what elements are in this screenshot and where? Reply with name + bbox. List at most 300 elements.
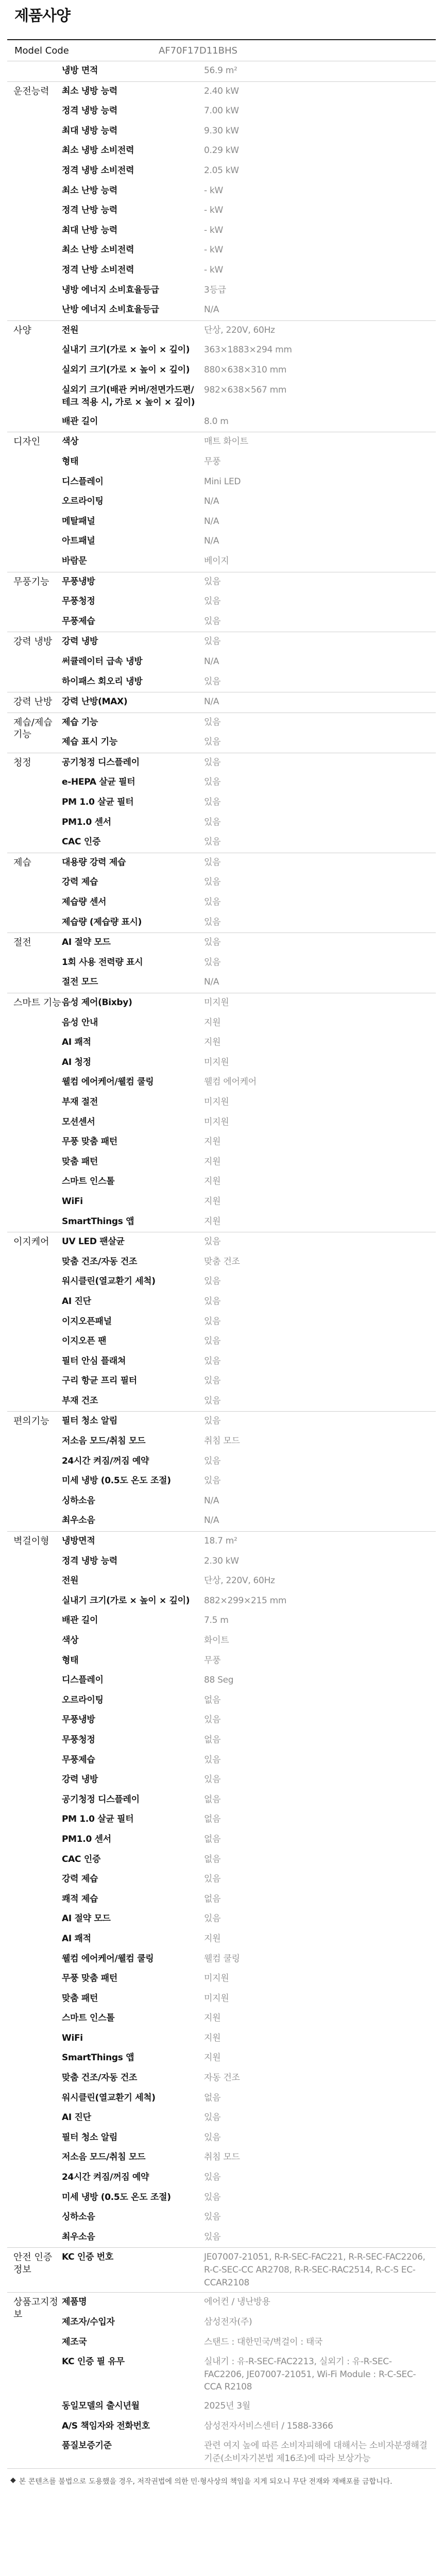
spec-value: 9.30 kW [204,125,239,136]
spec-label: 1회 사용 전력량 표시 [62,957,143,968]
spec-value: 자동 건조 [204,2073,240,2083]
spec-value: 없음 [204,1893,221,1904]
spec-label: 디스플레이 [62,1675,104,1686]
spec-label: 전원 [62,1575,79,1586]
spec-table [7,61,436,2469]
spec-value: 있음 [204,1236,221,1247]
spec-label: 모션센서 [62,1116,95,1127]
spec-row [62,1511,436,1531]
page-header [7,0,436,40]
spec-row [62,813,436,833]
spec-value: 있음 [204,817,221,827]
spec-label: 강력 제습 [62,1874,98,1885]
spec-value: 2.40 kW [204,86,239,96]
spec-section [7,993,436,1232]
spec-value: 지원 [204,1933,221,1944]
spec-label: 제조자/수입자 [62,2316,115,2327]
spec-value: 없음 [204,1834,221,1844]
spec-value: 있음 [204,717,221,727]
spec-value: N/A [204,697,219,707]
spec-row [62,1950,436,1970]
spec-row [62,201,436,221]
spec-value: 2.05 kW [204,165,239,176]
spec-label: 정격 냉방 능력 [62,106,117,116]
model-code-value: AF70F17D11BHS [159,45,237,56]
spec-label: 실내기 크기(가로 × 높이 × 깊이) [62,345,190,355]
spec-value: - kW [204,264,223,275]
spec-label: 무풍제습 [62,1754,95,1765]
spec-value: 스탠드 : 대한민국/벽걸이 : 태국 [204,2336,323,2347]
spec-value: 있음 [204,757,221,768]
spec-row [62,853,436,873]
section-rows [62,993,436,1232]
spec-value: 관련 여지 높에 따른 소비자피해에 대해서는 소비자분쟁해결기준(소비자기본법 제16조)에 따라 보상가능 [204,2441,428,2464]
spec-row [62,1830,436,1850]
section-rows [62,2293,436,2468]
spec-label: 워시클린(열교환기 세척) [62,1276,156,1287]
section-category: 절전 [13,937,31,948]
section-category [7,61,62,81]
spec-label: 최소 냉방 능력 [62,86,117,96]
spec-label: 저소음 모드/취침 모드 [62,2152,146,2163]
spec-row [62,1631,436,1651]
spec-row [62,2208,436,2228]
spec-value: 있음 [204,857,221,868]
spec-row [62,2069,436,2089]
section-category: 운전능력 [13,86,49,97]
spec-label: 음성 제어(Bixby) [62,997,132,1008]
spec-label: 스마트 인스톨 [62,2013,115,2024]
spec-value: - kW [204,245,223,256]
spec-row [62,1172,436,1192]
section-category: 편의기능 [13,1416,49,1427]
spec-section [7,2293,436,2468]
spec-row [62,1272,436,1292]
spec-value: 있음 [204,797,221,808]
spec-value: 있음 [204,877,221,888]
spec-label: 정격 난방 소비전력 [62,264,134,275]
spec-value: 있음 [204,897,221,908]
spec-label: KC 인증 필 유무 [62,2357,125,2367]
spec-row [62,1909,436,1929]
spec-row [62,672,436,692]
spec-section [7,1412,436,1532]
spec-value: 있음 [204,1754,221,1765]
section-category: 강력 냉방 [13,636,53,648]
spec-section [7,1532,436,2248]
spec-value: 있음 [204,1913,221,1924]
section-rows [62,321,436,432]
spec-value: 지원 [204,1176,221,1187]
section-category: 이지케어 [13,1236,49,1248]
spec-label: CAC 인증 [62,1854,101,1865]
spec-row [62,2313,436,2333]
spec-label: 맞춤 패턴 [62,1156,98,1167]
spec-row [62,592,436,612]
spec-label: AI 절약 모드 [62,1913,111,1924]
spec-row [62,1412,436,1432]
spec-label: 무풍 맞춤 패턴 [62,1973,117,1984]
section-category: 스마트 기능 [13,997,61,1008]
spec-section [7,632,436,692]
spec-label: 제습 표시 기능 [62,737,117,748]
spec-row [62,2128,436,2148]
section-rows [62,432,436,571]
spec-value: N/A [204,496,219,507]
spec-label: 웰컴 에어케어/웰컴 쿨링 [62,1953,154,1964]
spec-value: 363×1883×294 mm [204,345,292,355]
header-divider [7,39,436,40]
spec-value: 있음 [204,957,221,968]
spec-row [62,1132,436,1153]
spec-value: 없음 [204,1694,221,1705]
spec-label: AI 청정 [62,1057,91,1067]
spec-row [62,612,436,632]
spec-value: 미지원 [204,1116,229,1127]
spec-row [62,341,436,361]
spec-value: 있음 [204,2231,221,2242]
spec-row [62,412,436,432]
page-title: 제품사양 [14,7,71,24]
spec-row [62,572,436,592]
spec-label: 최소 난방 능력 [62,185,117,196]
spec-value: 미지원 [204,1096,229,1107]
spec-label: SmartThings 앱 [62,2053,134,2063]
section-rows [62,2248,436,2292]
spec-row [62,733,436,753]
spec-row [62,1192,436,1212]
spec-value: 지원 [204,1037,221,1048]
spec-row [62,241,436,261]
spec-value: 0.29 kW [204,145,239,156]
spec-label: 동일모델의 출시년월 [62,2401,140,2412]
spec-label: 24시간 켜짐/꺼짐 예약 [62,1455,149,1466]
spec-row [62,2048,436,2069]
spec-value: 지원 [204,1137,221,1147]
spec-label: AI 쾌적 [62,1933,91,1944]
spec-label: 제습량 (제습량 표시) [62,917,142,927]
spec-section [7,753,436,853]
spec-value: 있음 [204,636,221,647]
spec-row [62,161,436,181]
spec-label: PM1.0 센서 [62,1834,111,1844]
spec-label: 제품명 [62,2297,87,2308]
spec-value: 단상, 220V, 60Hz [204,1575,275,1586]
spec-row [62,632,436,652]
spec-row [62,2029,436,2049]
spec-label: 무풍제습 [62,616,95,626]
spec-value: 2.30 kW [204,1555,239,1566]
spec-value: 7.5 m [204,1615,229,1626]
spec-label: 냉방 면적 [62,65,98,76]
spec-label: 최우소음 [62,1515,95,1526]
spec-value: 880×638×310 mm [204,364,287,375]
spec-value: 있음 [204,2192,221,2202]
spec-value: 삼성전자서비스센터 / 1588-3366 [204,2420,333,2431]
spec-label: A/S 책임자와 전화번호 [62,2420,150,2431]
spec-row [62,1452,436,1472]
spec-label: 형태 [62,456,79,467]
spec-row [62,1492,436,1512]
spec-row [62,1710,436,1731]
spec-label: 절전 모드 [62,977,98,988]
copyright-text: 본 콘텐츠를 불법으로 도용했을 경우, 저작권법에 의한 민·형사상의 책임을 지게 되오니 무단 전재와 재배포를 금합니다. [19,2477,393,2486]
spec-label: 최대 냉방 능력 [62,125,117,136]
spec-row [62,141,436,161]
spec-label: 최소 냉방 소비전력 [62,145,134,156]
spec-label: 형태 [62,1655,79,1666]
spec-value: 없음 [204,1854,221,1865]
spec-label: 무풍 맞춤 패턴 [62,1137,117,1147]
spec-label: KC 인증 번호 [62,2252,114,2263]
spec-section [7,933,436,993]
spec-row [62,833,436,853]
spec-section [7,853,436,933]
spec-value: 있음 [204,2212,221,2223]
spec-value: 있음 [204,777,221,788]
spec-value: 56.9 m² [204,65,237,76]
spec-value: 있음 [204,1476,221,1486]
spec-label: 정격 냉방 소비전력 [62,165,134,176]
section-rows [62,853,436,933]
spec-value: 있음 [204,596,221,607]
spec-value: 88 Seg [204,1675,234,1686]
spec-row [62,1073,436,1093]
spec-label: 전원 [62,325,79,335]
spec-value: 있음 [204,2132,221,2143]
spec-row [62,1810,436,1830]
spec-label: 쾌적 제습 [62,1893,98,1904]
spec-label: 디스플레이 [62,476,104,487]
section-category: 제습 [13,857,31,868]
spec-value: 지원 [204,2053,221,2063]
spec-row [62,321,436,341]
spec-row [62,61,436,81]
spec-row [62,893,436,913]
spec-label: e-HEPA 살균 필터 [62,777,135,788]
spec-label: 제조국 [62,2336,87,2347]
spec-row [62,2108,436,2128]
spec-value: 지원 [204,1156,221,1167]
section-rows [62,1412,436,1531]
spec-section [7,692,436,713]
spec-label: 색상 [62,436,79,447]
spec-row [62,452,436,472]
spec-label: 구리 항균 프리 필터 [62,1376,137,1386]
spec-value: 웰컴 쿨링 [204,1953,240,1964]
spec-label: 싱하소음 [62,2212,95,2223]
section-rows [62,753,436,853]
section-rows [62,1532,436,2247]
spec-label: 무풍청정 [62,596,95,607]
section-rows [62,572,436,632]
spec-value: 없음 [204,1814,221,1825]
spec-value: 지원 [204,2013,221,2024]
model-code-row [7,40,436,61]
section-category: 무풍기능 [13,576,49,587]
spec-row [62,2228,436,2248]
spec-row [62,512,436,532]
spec-label: 무풍냉방 [62,1715,95,1725]
spec-value: 있음 [204,1715,221,1725]
spec-value: N/A [204,656,219,667]
spec-section [7,432,436,572]
spec-label: 무풍냉방 [62,576,95,587]
spec-label: 배관 길이 [62,416,98,427]
spec-label: PM 1.0 살균 필터 [62,797,134,808]
spec-value: 있음 [204,1455,221,1466]
spec-label: 대용량 강력 제습 [62,857,126,868]
spec-value: - kW [204,225,223,235]
spec-value: 없음 [204,1734,221,1745]
spec-section [7,572,436,633]
spec-row [62,1153,436,1173]
spec-row [62,953,436,973]
section-category: 제습/제습 기능 [13,717,53,740]
spec-value: 있음 [204,1774,221,1785]
spec-label: 제습 기능 [62,717,98,727]
spec-value: 있음 [204,917,221,927]
spec-label: 맞춤 건조/자동 건조 [62,1256,138,1267]
spec-row [62,1312,436,1332]
spec-section [7,2248,436,2293]
spec-label: 배관 길이 [62,1615,98,1626]
spec-value: 지원 [204,2032,221,2043]
spec-row [62,773,436,793]
spec-section [7,61,436,82]
spec-value: 실내기 : 유-R-SEC-FAC2213, 실외기 : 유-R-SEC-FAC2206, JE07007-21051, Wi-Fi Module : R-C-SEC-CCA R2108 [204,2357,416,2393]
spec-row [62,1651,436,1671]
spec-value: 있음 [204,1296,221,1307]
spec-row [62,1371,436,1392]
spec-value: 있음 [204,1316,221,1327]
spec-label: 스마트 인스톨 [62,1176,115,1187]
spec-value: 있음 [204,1874,221,1885]
spec-row [62,492,436,512]
spec-value: 삼성전자(주) [204,2316,252,2327]
spec-label: AI 진단 [62,2112,91,2123]
spec-value: N/A [204,536,219,547]
spec-label: 냉방면적 [62,1536,95,1547]
spec-value: - kW [204,205,223,216]
spec-row [62,692,436,713]
spec-row [62,1552,436,1572]
spec-row [62,2397,436,2417]
spec-label: SmartThings 앱 [62,1216,134,1227]
spec-label: 강력 제습 [62,877,98,888]
spec-label: 정격 냉방 능력 [62,1555,117,1566]
spec-value: 화이트 [204,1635,229,1646]
note-bullet-icon: ◆ [10,2476,16,2484]
spec-row [62,652,436,672]
copyright-note [7,2469,436,2492]
spec-row [62,1033,436,1053]
spec-label: 실외기 크기(가로 × 높이 × 깊이) [62,364,190,375]
spec-label: 최소 난방 소비전력 [62,245,134,256]
spec-label: 무풍청정 [62,1734,95,1745]
spec-row [62,1093,436,1113]
spec-value: 베이지 [204,555,229,566]
spec-row [62,1890,436,1910]
spec-row [62,1471,436,1492]
spec-value: 미지원 [204,1057,229,1067]
spec-row [62,82,436,102]
spec-row [62,532,436,552]
spec-label: CAC 인증 [62,837,101,848]
spec-label: 정격 난방 능력 [62,205,117,216]
spec-row [62,2168,436,2188]
spec-label: 웰컴 에어케어/웰컴 쿨링 [62,1077,154,1088]
spec-label: 실외기 크기(배관 커버/전면가드편/ 테크 적용 시, 가로 × 높이 × 깊이) [62,384,195,408]
spec-row [62,2188,436,2208]
spec-row [62,261,436,281]
spec-value: 취침 모드 [204,1436,240,1447]
spec-row [62,1532,436,1552]
spec-row [62,1292,436,1312]
spec-label: 미세 냉방 (0.5도 온도 조절) [62,1476,171,1486]
spec-label: 맞춤 건조/자동 건조 [62,2073,138,2083]
section-rows [62,632,436,692]
spec-value: 있음 [204,616,221,626]
spec-row [62,2417,436,2437]
spec-label: 오르라이팅 [62,496,104,507]
section-category: 벽걸이형 [13,1536,49,1547]
spec-label: AI 진단 [62,1296,91,1307]
spec-row [62,913,436,933]
spec-row [62,873,436,893]
spec-row [62,2009,436,2029]
spec-row [62,101,436,122]
spec-row [62,1691,436,1711]
spec-value: 무풍 [204,1655,221,1666]
spec-label: 공기청정 디스플레이 [62,757,140,768]
spec-row [62,221,436,241]
spec-value: N/A [204,304,219,315]
spec-row [62,381,436,412]
spec-row [62,993,436,1013]
spec-label: 이지오픈패널 [62,1316,112,1327]
spec-label: 필터 청소 알림 [62,1416,117,1427]
spec-label: WiFi [62,1196,83,1207]
spec-label: 필터 안심 플래쳐 [62,1355,126,1366]
spec-value: 지원 [204,1216,221,1227]
spec-value: 미지원 [204,997,229,1008]
spec-value: 맞춤 건조 [204,1256,240,1267]
spec-label: 부재 절전 [62,1096,98,1107]
spec-label: 난방 에너지 소비효율등급 [62,304,159,315]
spec-label: 바람문 [62,555,87,566]
spec-label: AI 쾌적 [62,1037,91,1048]
spec-label: WiFi [62,2032,83,2043]
section-rows [62,933,436,993]
spec-label: 아트패널 [62,536,95,547]
spec-row [62,1850,436,1870]
spec-value: 없음 [204,1794,221,1805]
spec-value: 웰컴 에어케어 [204,1077,257,1088]
spec-value: 없음 [204,2092,221,2103]
spec-label: 24시간 켜짐/꺼짐 예약 [62,2172,149,2183]
spec-row [62,1790,436,1810]
section-rows [62,713,436,753]
spec-label: 저소음 모드/취침 모드 [62,1436,146,1447]
spec-row [62,1113,436,1133]
spec-row [62,1212,436,1232]
spec-row [62,432,436,452]
spec-value: JE07007-21051, R-R-SEC-FAC221, R-R-SEC-FAC2206, R-C-SEC-CC AR2708, R-R-SEC-RAC2514, R-C-S EC-CCAR2108 [204,2252,425,2288]
spec-row [62,1392,436,1412]
spec-label: 하이패스 회오리 냉방 [62,676,143,687]
spec-value: 있음 [204,1336,221,1347]
